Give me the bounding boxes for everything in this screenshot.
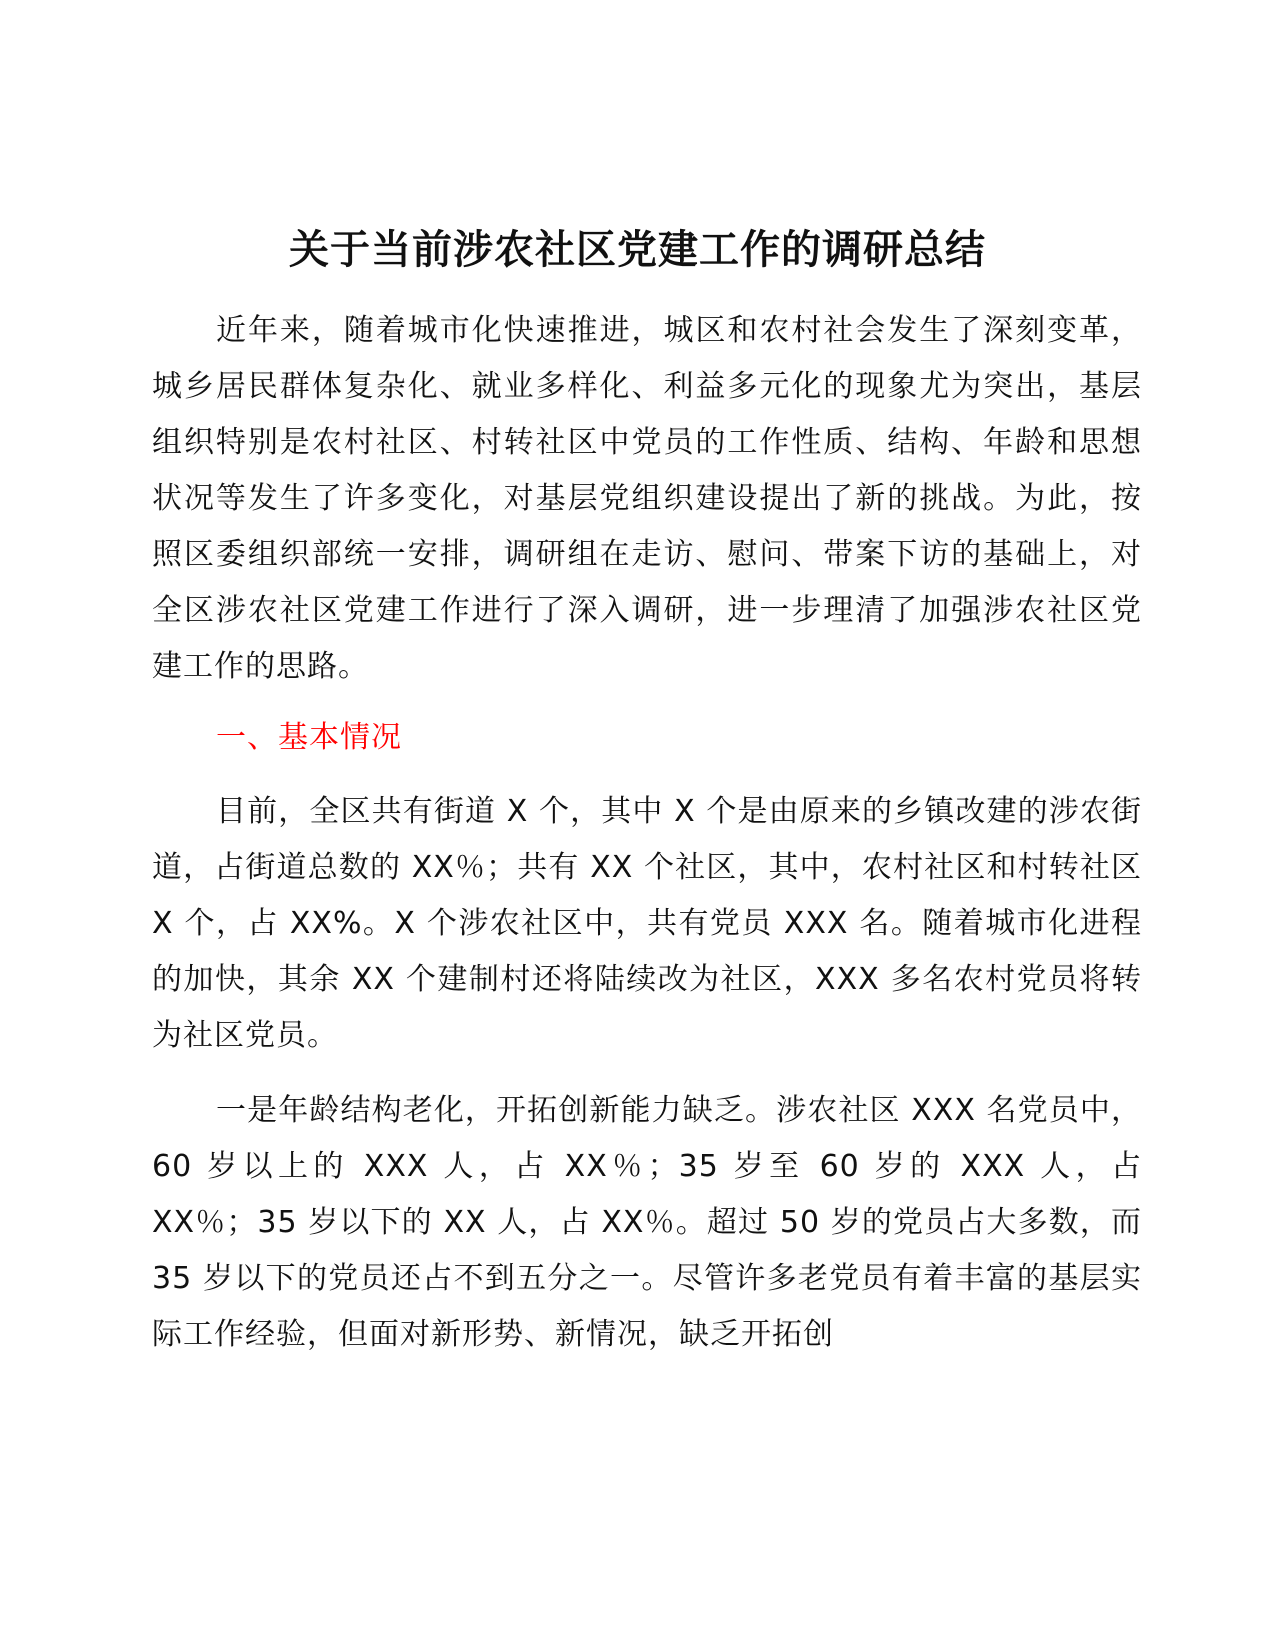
section-paragraph: 一是年龄结构老化，开拓创新能力缺乏。涉农社区 XXX 名党员中，60 岁以上的 XXX 人，占 XX％；35 岁至 60 岁的 XXX 人，占 XX％；35 岁以下的 XX 人，占 XX％。超过 50 岁的党员占大多数，而 35 岁以下的党员还占不到五分之一。尽管许多老党员有着丰富的基层实际工作经验，但面对新形势、新情况，缺乏开拓创 <box>152 1093 1142 1352</box>
intro-paragraph: 近年来，随着城市化快速推进，城区和农村社会发生了深刻变革，城乡居民群体复杂化、就业多样化、利益多元化的现象尤为突出，基层组织特别是农村社区、村转社区中党员的工作性质、结构、年龄和思想状况等发生了许多变化，对基层党组织建设提出了新的挑战。为此，按照区委组织部统一安排，调研组在走访、慰问、带案下访的基础上，对全区涉农社区党建工作进行了深入调研，进一步理清了加强涉农社区党建工作的思路。 <box>152 313 1142 684</box>
section-heading: 一、基本情况 <box>216 720 402 755</box>
section-paragraph: 目前，全区共有街道 X 个，其中 X 个是由原来的乡镇改建的涉农街道，占街道总数的 XX％；共有 XX 个社区，其中，农村社区和村转社区 X 个，占 XX%。X 个涉农社区中，共有党员 XXX 名。随着城市化进程的加快，其余 XX 个建制村还将陆续改为社区，XXX 多名农村党员将转为社区党员。 <box>152 794 1142 1053</box>
document-title: 关于当前涉农社区党建工作的调研总结 <box>289 227 986 273</box>
